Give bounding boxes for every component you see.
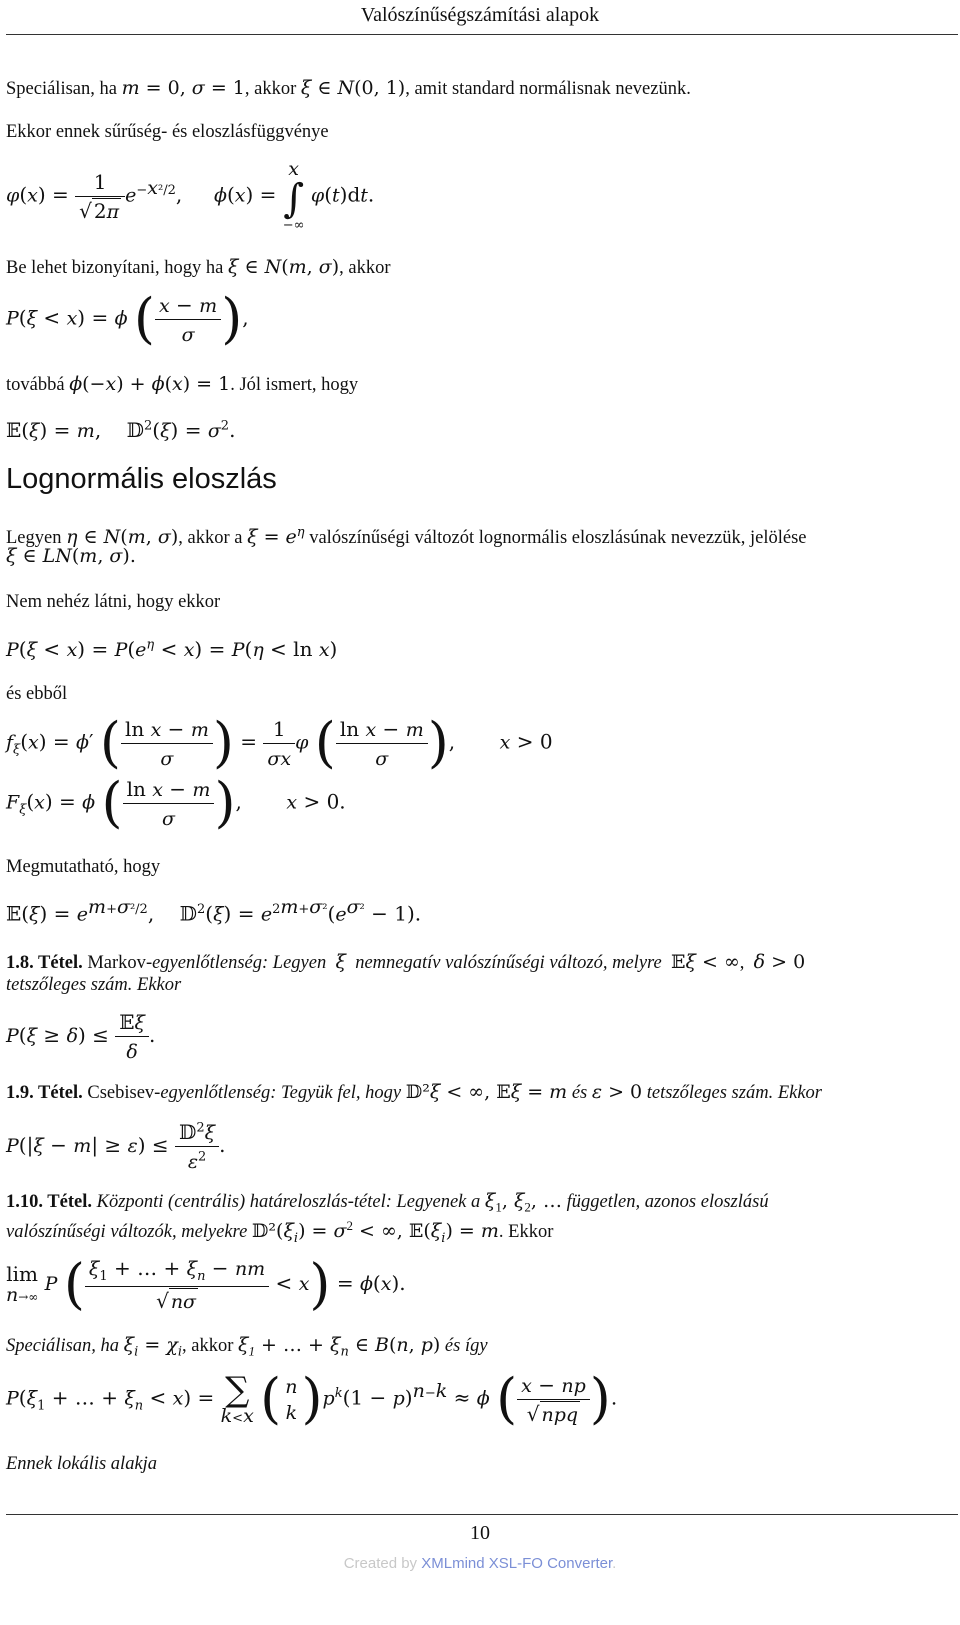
equation-lognormal-moments: 𝔼(ξ) = $e^{m+\sigma^2/2}$, 𝔻$^2$(ξ) = $e^{2m+\sigma^2}(e^{\sigma^2} - 1)$. xyxy=(6,896,422,926)
text: Speciálisan, ha xyxy=(6,1336,120,1356)
math-inline: (0, 1) xyxy=(354,77,406,99)
paragraph-standard-normal xyxy=(6,76,958,101)
paragraph-symmetry: továbbá ϕ(−x) + ϕ(x) = 1. Jól ismert, hogy xyxy=(6,373,359,395)
lognormal-notation: ξ ∈ LN(m, σ). xyxy=(6,545,136,567)
theorem-text: -egyenlőtlenség: Legyen xyxy=(145,953,327,973)
text: , amit standard normálisnak nevezünk. xyxy=(405,79,691,99)
equation-lognormal-cdf: $F_\xi(x) = \phi$ ( $\frac{\text{ln x − m}}{\sigma}$ ), x > 0. xyxy=(6,771,346,834)
paragraph-local-form: Ennek lokális alakja xyxy=(6,1454,158,1474)
page-number: 10 xyxy=(470,1522,490,1544)
equation-normal-moments: 𝔼(ξ) = m, 𝔻$^2$(ξ) = $\sigma^2$. xyxy=(6,418,236,442)
text: , akkor xyxy=(182,1336,234,1356)
equation-markov: P(ξ ≥ δ) ≤ $\frac{\text{𝔼ξ}}{\delta}$ . xyxy=(6,1010,156,1063)
text: Legyen xyxy=(6,528,62,549)
theorem-text: nemnegatív valószínűségi változó, melyre xyxy=(355,953,662,973)
text: , akkor xyxy=(244,79,297,99)
equation-clt: lim n→∞ P ( $\frac{\xi_1 + \dots + \xi_n - nm}{√ n\sigma}$ < x) = ϕ(x). xyxy=(6,1252,406,1316)
theorem-text: független, azonos eloszlású xyxy=(566,1192,769,1212)
theorem-number: 1.10. Tétel. xyxy=(6,1192,92,1212)
equation-lognormal-prob: $P(\xi < x) = P(e^\eta < x) = P(\eta < \ln x)$ xyxy=(6,637,338,661)
text: Be lehet bizonyítani, hogy ha xyxy=(6,258,224,278)
text: és így xyxy=(444,1336,488,1356)
text: , akkor xyxy=(339,258,391,278)
header-rule xyxy=(6,34,958,35)
created-by-text: Created by xyxy=(343,1555,422,1572)
equation-standard-normal: φ(x) = $\frac{1}{√ 2\pi}$ $e^{-x^2/2}$, ϕ(x) = x ∫ −∞ φ(t)dt. xyxy=(6,158,375,233)
paragraph-density-intro: Ekkor ennek sűrűség- és eloszlásfüggvénye xyxy=(6,122,329,142)
text: . Jól ismert, hogy xyxy=(230,375,359,395)
text: valószínűségi változót lognormális eloszlásúnak nevezzük, jelölése xyxy=(309,528,807,549)
theorem-number: 1.8. Tétel. xyxy=(6,953,83,973)
footer-rule xyxy=(6,1514,958,1515)
paragraph-can-be-shown: Megmutatható, hogy xyxy=(6,857,161,877)
theorem-clt: 1.10. Tétel. Központi (centrális) határeloszlás-tétel: Legyenek a $\xi_1$, $\xi_2$, … független, azonos eloszlású xyxy=(6,1190,769,1215)
converter-link[interactable]: XMLmind XSL-FO Converter xyxy=(421,1555,613,1572)
theorem-clt-line2: valószínűségi változók, melyekre $𝔻^2(\xi_i) = \sigma^2$ < ∞, $𝔼(\xi_i) = m$. Ekkor xyxy=(6,1218,554,1246)
equation-normal-cdf: P(ξ < x) = ϕ ( $\frac{x - m}{\sigma}$ ), xyxy=(6,287,249,350)
section-heading: Lognormális eloszlás xyxy=(6,463,277,495)
theorem-chebyshev: 1.9. Tétel. Csebisev-egyenlőtlenség: Tegyük fel, hogy 𝔻²ξ < ∞, 𝔼ξ = m és ε > 0 tetszőleges szám. Ekkor xyxy=(6,1081,822,1103)
converter-footer xyxy=(0,1555,960,1572)
paragraph-normal-cdf-intro: Be lehet bizonyítani, hogy ha ξ ∈ N(m, σ), akkor xyxy=(6,256,391,278)
theorem-number: 1.9. Tétel. xyxy=(6,1083,83,1103)
theorem-text: -egyenlőtlenség: Tegyük fel, hogy xyxy=(154,1083,402,1103)
equation-lognormal-density: $f_\xi(x) = \phi'$ ( $\frac{\text{ln x − m}}{\sigma}$ ) = $\frac{1}{\sigma x}$ φ ( $\frac{\text{ln x − m}}{\sigma}$ ), x > 0 xyxy=(6,711,553,774)
paragraph-binomial-special-case: Speciálisan, ha $\xi_i = \chi_i$, akkor $\xi_1$ + … + $\xi_n$ ∈ B(n, p) és így xyxy=(6,1334,488,1360)
theorem-name: Markov xyxy=(87,953,146,973)
equation-binomial-approx: $P(\xi_1$ + … + $\xi_n < x$) = ∑ k<x ( n k )$p^k(1 - p)^{n-k} \approx \phi$ ( $\frac{x - np}{\text{√ npq}}$ ). xyxy=(6,1367,618,1430)
math-inline: σ xyxy=(191,77,205,99)
paragraph-lognormal-def: Legyen η ∈ N(m, σ), akkor a $\xi = e^\eta$ valószínűségi változót lognormális eloszlásúnak nevezzük, jelölése xyxy=(6,525,807,549)
footer-dot: . xyxy=(612,1555,617,1572)
text: . Ekkor xyxy=(498,1222,554,1243)
text: továbbá xyxy=(6,375,65,395)
theorem-name: Csebisev xyxy=(87,1083,155,1103)
theorem-text: és xyxy=(571,1083,588,1103)
text: Speciálisan, ha xyxy=(6,79,117,99)
paragraph-and-from-this: és ebből xyxy=(6,684,68,704)
theorem-markov-line2: tetszőleges szám. Ekkor xyxy=(6,975,182,995)
theorem-text: tetszőleges szám. Ekkor xyxy=(646,1083,822,1103)
theorem-text: valószínűségi változók, melyekre xyxy=(6,1222,248,1243)
math-inline: m xyxy=(121,77,140,99)
theorem-text: Központi (centrális) határeloszlás-tétel: Legyenek a xyxy=(96,1192,481,1212)
math-inline: = 0, xyxy=(139,77,192,99)
math-inline: = 1 xyxy=(204,77,245,99)
equation-chebyshev: P(|ξ − m| ≥ ε) ≤ $\frac{𝔻^2\xi}{\varepsilon^2}$ . xyxy=(6,1120,226,1173)
theorem-markov: 1.8. Tétel. Markov-egyenlőtlenség: Legyen ξ nemnegatív valószínűségi változó, melyre 𝔼ξ < ∞, δ > 0 xyxy=(6,951,806,973)
paragraph-easy-to-see: Nem nehéz látni, hogy ekkor xyxy=(6,592,221,612)
math-inline: ξ xyxy=(300,77,312,99)
math-inline: ∈ xyxy=(311,77,338,99)
text: , akkor a xyxy=(178,528,243,549)
math-inline: N xyxy=(337,77,355,99)
running-head-title: Valószínűségszámítási alapok xyxy=(360,4,600,26)
